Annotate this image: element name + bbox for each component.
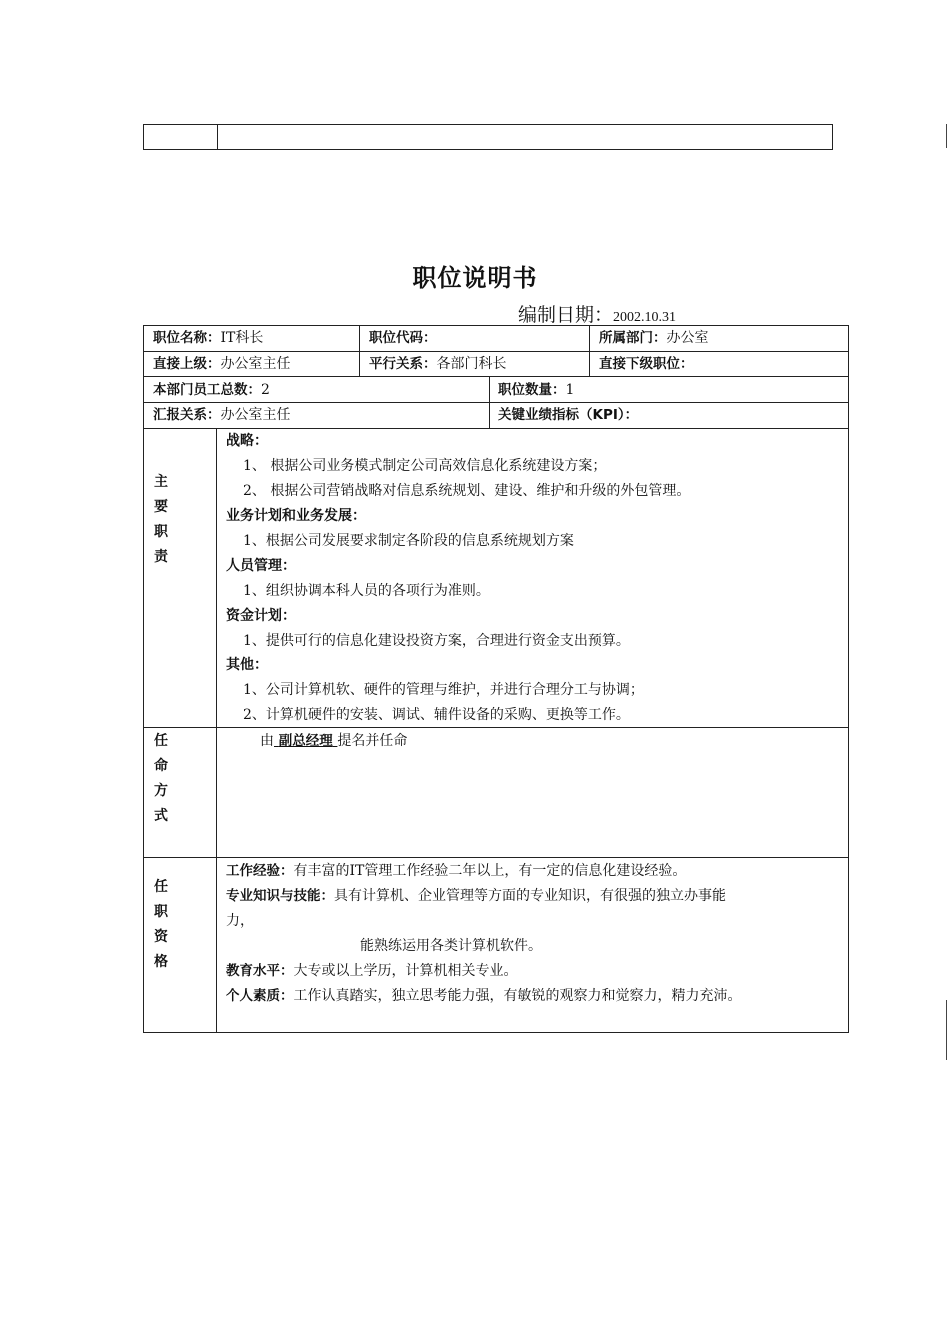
position-count-value: 1 — [565, 382, 575, 398]
other-heading: 其他： — [226, 657, 268, 673]
top-empty-table — [143, 124, 833, 150]
personal-label: 个人素质： — [226, 988, 294, 1004]
position-name-label: 职位名称： — [153, 330, 221, 346]
superior-cell — [153, 355, 291, 373]
duties-side-label: 主 要 职 责 — [154, 474, 168, 565]
appointment-who: 副总经理 — [278, 733, 333, 749]
appointment-text — [260, 732, 407, 750]
parallel-cell — [369, 355, 507, 373]
superior-value: 办公室主任 — [220, 356, 291, 372]
knowledge-value: 具有计算机、企业管理等方面的专业知识，有很强的独立办事能 — [334, 888, 726, 904]
compile-date — [518, 300, 676, 327]
kpi-cell — [498, 406, 638, 424]
staff-total-cell — [153, 381, 270, 399]
edge-mark — [946, 124, 947, 148]
experience-line — [226, 862, 686, 880]
other-item-1: 1、公司计算机软、硬件的管理与维护，并进行合理分工与协调； — [243, 682, 644, 698]
subordinate-label: 直接下级职位： — [599, 356, 694, 372]
appointment-side-label: 任 命 方 式 — [154, 733, 168, 824]
parallel-value: 各部门科长 — [436, 356, 507, 372]
report-cell — [153, 406, 291, 424]
staff-total-label: 本部门员工总数： — [153, 382, 261, 398]
department-label: 所属部门： — [599, 330, 667, 346]
other-item-2: 2、计算机硬件的安装、调试、辅件设备的采购、更换等工作。 — [243, 707, 630, 723]
top-table-divider — [217, 125, 218, 149]
report-value: 办公室主任 — [220, 407, 291, 423]
knowledge-extra: 能熟练运用各类计算机软件。 — [360, 938, 542, 954]
subordinate-cell — [599, 355, 694, 373]
experience-label: 工作经验： — [226, 863, 294, 879]
document-title: 职位说明书 — [412, 264, 538, 292]
position-code-cell — [369, 329, 437, 347]
kpi-label: 关键业绩指标（KPI）： — [498, 407, 639, 423]
business-item-1: 1、根据公司发展要求制定各阶段的信息系统规划方案 — [243, 533, 574, 549]
date-value: 2002.10.31 — [613, 310, 677, 325]
superior-label: 直接上级： — [153, 356, 221, 372]
finance-item-1: 1、提供可行的信息化建设投资方案，合理进行资金支出预算。 — [243, 633, 630, 649]
strategy-item-1: 1、 根据公司业务模式制定公司高效信息化系统建设方案； — [243, 458, 607, 474]
strategy-heading: 战略： — [226, 433, 268, 449]
knowledge-line — [226, 887, 726, 905]
report-label: 汇报关系： — [153, 407, 221, 423]
position-code-label: 职位代码： — [369, 330, 437, 346]
edge-mark — [946, 1000, 947, 1060]
experience-value: 有丰富的IT管理工作经验二年以上，有一定的信息化建设经验。 — [293, 863, 687, 879]
position-count-cell — [498, 381, 574, 399]
finance-heading: 资金计划： — [226, 608, 296, 624]
personnel-heading: 人员管理： — [226, 558, 296, 574]
department-cell — [599, 329, 709, 347]
position-name-cell — [153, 329, 263, 347]
appointment-prefix: 由 — [260, 733, 274, 749]
personal-line — [226, 987, 742, 1005]
education-value: 大专或以上学历，计算机相关专业。 — [293, 963, 518, 979]
education-label: 教育水平： — [226, 963, 294, 979]
business-heading: 业务计划和业务发展： — [226, 508, 366, 524]
personal-value: 工作认真踏实，独立思考能力强，有敏锐的观察力和觉察力，精力充沛。 — [293, 988, 742, 1004]
date-label: 编制日期： — [518, 304, 614, 326]
qualification-side-label: 任 职 资 格 — [154, 879, 168, 970]
personnel-item-1: 1、组织协调本科人员的各项行为准则。 — [243, 583, 490, 599]
position-name-value: IT科长 — [220, 330, 264, 346]
staff-total-value: 2 — [261, 382, 270, 398]
knowledge-wrap: 力， — [226, 913, 254, 929]
strategy-item-2: 2、 根据公司营销战略对信息系统规划、建设、维护和升级的外包管理。 — [243, 483, 691, 499]
position-count-label: 职位数量： — [498, 382, 566, 398]
knowledge-label: 专业知识与技能： — [226, 888, 334, 904]
department-value: 办公室 — [666, 330, 709, 346]
education-line — [226, 962, 518, 980]
parallel-label: 平行关系： — [369, 356, 437, 372]
appointment-suffix: 提名并任命 — [337, 733, 408, 749]
